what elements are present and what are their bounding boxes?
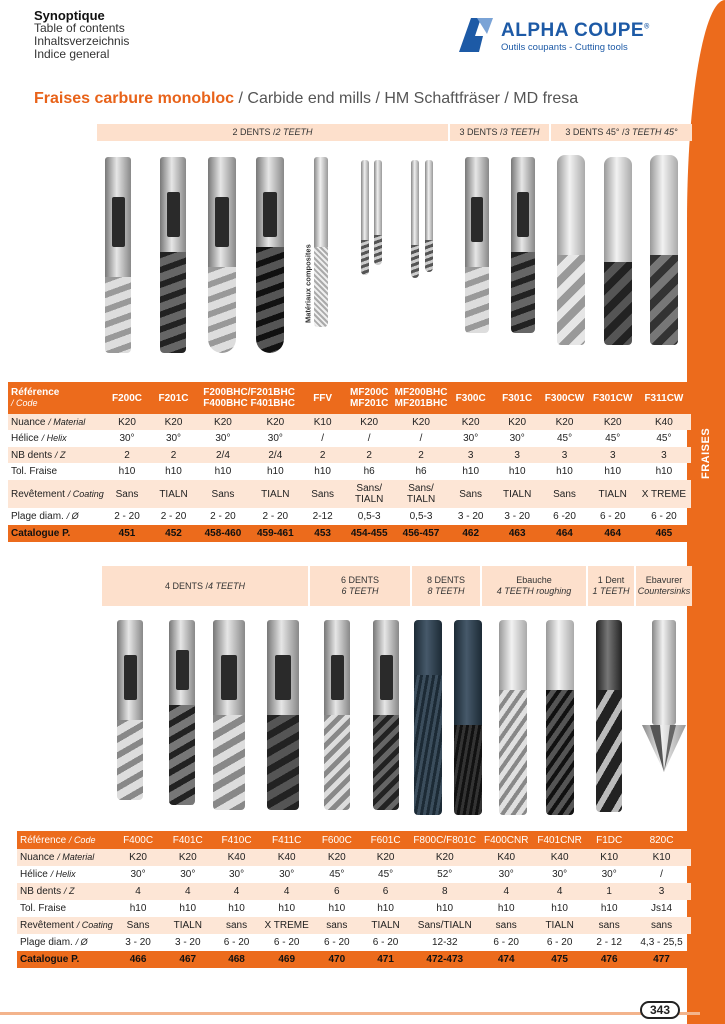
- cell: 4: [163, 883, 212, 900]
- table-row: [17, 831, 691, 849]
- cell: Sans/ TIALN: [344, 480, 395, 508]
- cell: 3: [632, 883, 691, 900]
- ref-cell: MF200BHC MF201BHC: [395, 382, 448, 414]
- cell: Sans: [447, 480, 494, 508]
- cell: 0,5-3: [357, 511, 381, 522]
- catalogue-page-link: 451: [104, 525, 151, 542]
- ref-cell: F301C: [494, 382, 541, 414]
- cell: X TREME: [637, 480, 691, 508]
- cell: 45°: [556, 433, 573, 444]
- band-4-teeth: 4 DENTS / 4 TEETH: [102, 566, 308, 606]
- cell: Sans/TIALN: [410, 917, 480, 934]
- cell: Sans: [113, 917, 164, 934]
- cell: h10: [655, 466, 673, 477]
- cell: K20: [410, 849, 480, 866]
- cell: 6 -20: [553, 511, 576, 522]
- table-row: [17, 849, 691, 866]
- cell: h10: [179, 903, 197, 914]
- page-number: 343: [640, 1001, 680, 1019]
- row-label-plage: Plage diam. / Ø: [11, 511, 79, 522]
- cell: K20: [249, 414, 301, 430]
- row-label-tol: Tol. Fraise: [20, 903, 67, 914]
- band-2-teeth: 2 DENTS / 2 TEETH: [97, 124, 448, 141]
- cell: K20: [150, 414, 197, 430]
- cell: K20: [494, 414, 541, 430]
- cell: TIALN: [361, 917, 410, 934]
- tool-image-mf200c-b: [374, 160, 382, 265]
- cell: 2 - 20: [160, 511, 187, 522]
- cell: K20: [197, 414, 249, 430]
- catalogue-page-link: 454-455: [344, 525, 395, 542]
- cell: K10: [586, 849, 632, 866]
- cell: 3 - 20: [457, 511, 484, 522]
- cell: Sans: [540, 480, 588, 508]
- row-label-nuance: Nuance / Material: [17, 849, 113, 866]
- ref-cell: F300C: [447, 382, 494, 414]
- cell: TIALN: [249, 480, 301, 508]
- cell: h10: [436, 903, 454, 914]
- cell: 2: [302, 447, 344, 463]
- catalogue-page-link: 470: [312, 951, 361, 968]
- ref-cell: F301CW: [589, 382, 637, 414]
- cell: sans: [480, 917, 533, 934]
- cell: 30°: [267, 433, 283, 444]
- cell: sans: [586, 917, 632, 934]
- catalogue-page-link: 467: [163, 951, 212, 968]
- cell: 3: [447, 447, 494, 463]
- cell: h10: [228, 903, 245, 914]
- catalogue-page-link: 477: [632, 951, 691, 968]
- table-row: [17, 866, 691, 883]
- cell: 52°: [437, 869, 453, 880]
- catalogue-page-link: 458-460: [197, 525, 249, 542]
- table-row: [8, 480, 691, 508]
- table-row: [8, 525, 691, 542]
- cell: 4: [212, 883, 261, 900]
- cell: Sans: [104, 480, 151, 508]
- cell: 30°: [463, 433, 479, 444]
- side-accent-band: [687, 0, 725, 1024]
- cell: K40: [637, 414, 691, 430]
- tool-image-f201bhc: [256, 157, 284, 353]
- row-label-helice: Hélice / Helix: [11, 433, 67, 444]
- tool-image-f301cw: [604, 157, 632, 345]
- cell: 6 - 20: [273, 937, 300, 948]
- catalogue-page-link: 462: [447, 525, 494, 542]
- cell: 6 - 20: [599, 511, 626, 522]
- table-row: [17, 951, 691, 968]
- tool-image-f311cw: [650, 155, 678, 345]
- tool-image-f200bhc: [208, 157, 236, 353]
- cell: K20: [361, 849, 410, 866]
- cell: 6: [361, 883, 410, 900]
- cell: K20: [104, 414, 151, 430]
- ref-cell: F201C: [150, 382, 197, 414]
- cell: K20: [447, 414, 494, 430]
- cell: Sans: [302, 480, 344, 508]
- table-row: [8, 447, 691, 463]
- cell: 6 - 20: [223, 937, 250, 948]
- table-row: [8, 463, 691, 480]
- cell: 3 - 20: [504, 511, 530, 522]
- ref-cell: F400CNR: [480, 831, 533, 849]
- ref-cell: F200BHC/F201BHC F400BHC F401BHC: [197, 382, 302, 414]
- catalogue-page-link: 465: [637, 525, 691, 542]
- tool-image-f410c: [213, 620, 245, 810]
- cell: 2 - 20: [114, 511, 140, 522]
- cell: 6 - 20: [651, 511, 677, 522]
- cell: 30°: [498, 869, 514, 880]
- tool-image-f301c: [511, 157, 535, 333]
- spec-table-bottom: [17, 831, 691, 968]
- cell: K20: [540, 414, 588, 430]
- tool-image-f1dc: [596, 620, 622, 812]
- table-row: [8, 414, 691, 430]
- cell: h10: [462, 466, 480, 477]
- cell: 3: [589, 447, 637, 463]
- section-title: Synoptique: [34, 8, 105, 23]
- catalogue-page-link: 469: [261, 951, 313, 968]
- catalogue-page-link: 456-457: [395, 525, 448, 542]
- cell: 6 - 20: [372, 937, 399, 948]
- cell: Js14: [650, 903, 673, 914]
- composite-materials-label: Matériaux composites: [303, 244, 313, 323]
- band-countersinks: Ebavurer Countersinks: [636, 566, 692, 606]
- catalogue-page-link: 476: [586, 951, 632, 968]
- row-label-revetement: Revêtement / Coating: [17, 917, 113, 934]
- tool-image-f800c: [414, 620, 442, 815]
- catalogue-page-link: 452: [150, 525, 197, 542]
- cell: 3 - 20: [174, 937, 201, 948]
- cell: 2/4: [249, 447, 301, 463]
- row-label-nuance: Nuance / Material: [8, 414, 104, 430]
- cell: K10: [302, 414, 344, 430]
- cell: sans: [212, 917, 261, 934]
- cell: K40: [261, 849, 313, 866]
- tool-image-f801c: [454, 620, 482, 815]
- cell: 12-32: [431, 937, 458, 948]
- tool-image-f600c: [324, 620, 350, 810]
- cell: 6: [312, 883, 361, 900]
- catalogue-page-link: 463: [494, 525, 541, 542]
- cell: 0,5-3: [409, 511, 433, 522]
- cell: Sans: [197, 480, 249, 508]
- cell: X TREME: [261, 917, 313, 934]
- tool-image-820c: [640, 620, 688, 780]
- band-1-tooth: 1 Dent 1 TEETH: [588, 566, 634, 606]
- cell: sans: [632, 917, 691, 934]
- catalogue-page-link: 468: [212, 951, 261, 968]
- table-row: [17, 917, 691, 934]
- table-row: [8, 382, 691, 414]
- cell: K20: [163, 849, 212, 866]
- cell: h10: [129, 903, 147, 914]
- cell: 4: [113, 883, 164, 900]
- subtitle-de: Inhaltsverzeichnis: [34, 34, 130, 48]
- row-label-nb-dents: NB dents / Z: [17, 883, 113, 900]
- cell: K40: [480, 849, 533, 866]
- cell: Sans/ TIALN: [395, 480, 448, 508]
- catalogue-page-link: 472-473: [410, 951, 480, 968]
- cell: TIALN: [163, 917, 212, 934]
- cell: h10: [377, 903, 394, 914]
- cell: h10: [165, 466, 182, 477]
- cell: h10: [551, 903, 568, 914]
- ref-cell: F601C: [361, 831, 410, 849]
- cell: K40: [533, 849, 586, 866]
- table-row: [17, 883, 691, 900]
- cell: 30°: [228, 869, 245, 880]
- cell: 2 - 20: [210, 511, 236, 522]
- catalogue-page-link: 471: [361, 951, 410, 968]
- ref-cell: F200C: [104, 382, 151, 414]
- cell: 30°: [509, 433, 525, 444]
- catalogue-page-link: 464: [589, 525, 637, 542]
- cell: K20: [395, 414, 448, 430]
- cell: 30°: [180, 869, 196, 880]
- cell: 2 - 20: [262, 511, 289, 522]
- catalogue-page-link: 466: [113, 951, 164, 968]
- band-roughing: Ebauche 4 TEETH roughing: [482, 566, 586, 606]
- ref-cell: F300CW: [540, 382, 588, 414]
- page-title: [34, 90, 578, 108]
- cell: 30°: [119, 433, 135, 444]
- cell: 8: [410, 883, 480, 900]
- tool-image-mf200bhc-a: [411, 160, 419, 278]
- cell: 30°: [601, 869, 617, 880]
- cell: h10: [508, 466, 526, 477]
- band-8-teeth: 8 DENTS 8 TEETH: [412, 566, 480, 606]
- tool-image-f411c: [267, 620, 299, 810]
- row-label-tol: Tol. Fraise: [11, 466, 58, 477]
- cell: 2-12: [312, 511, 333, 522]
- cell: 4: [533, 883, 586, 900]
- tool-image-f200c: [105, 157, 131, 353]
- ref-cell: F1DC: [586, 831, 632, 849]
- cell: K10: [632, 849, 691, 866]
- cell: h10: [266, 466, 284, 477]
- cell: 6 - 20: [546, 937, 573, 948]
- cell: 45°: [329, 869, 345, 880]
- cell: /: [367, 433, 371, 444]
- ref-cell: F401CNR: [533, 831, 586, 849]
- cell: 2: [150, 447, 197, 463]
- cell: K20: [344, 414, 395, 430]
- cell: 4: [261, 883, 313, 900]
- cell: h10: [214, 466, 232, 477]
- tool-image-f400c: [117, 620, 143, 800]
- cell: 30°: [279, 869, 295, 880]
- page-title-lead: Fraises carbure monobloc: [34, 90, 235, 107]
- cell: TIALN: [533, 917, 586, 934]
- row-label-plage: Plage diam. / Ø: [20, 937, 88, 948]
- footer-rule: [0, 1012, 700, 1015]
- tool-image-f201c: [160, 157, 186, 353]
- side-section-label: FRAISES: [700, 427, 712, 479]
- tool-image-f401cnr: [546, 620, 574, 815]
- cell: 2: [344, 447, 395, 463]
- catalogue-page-link: 475: [533, 951, 586, 968]
- cell: 45°: [605, 433, 621, 444]
- cell: h6: [363, 466, 375, 477]
- cell: K20: [312, 849, 361, 866]
- row-label-catalogue: Catalogue P.: [8, 525, 104, 542]
- ref-cell: FFV: [302, 382, 344, 414]
- cell: 30°: [130, 869, 146, 880]
- ref-cell: F400C: [113, 831, 164, 849]
- cell: h10: [328, 903, 346, 914]
- band-3-teeth: 3 DENTS / 3 TEETH: [450, 124, 549, 141]
- cell: 6 - 20: [493, 937, 519, 948]
- ref-cell: 820C: [632, 831, 691, 849]
- table-row: [17, 900, 691, 917]
- page-title-translations: / Carbide end mills / HM Schaftfräser / MD fresa: [234, 90, 579, 107]
- tool-image-f300cw: [557, 155, 585, 345]
- cell: K20: [589, 414, 637, 430]
- cell: K20: [113, 849, 164, 866]
- cell: 30°: [165, 433, 182, 444]
- tool-image-mf200bhc-b: [425, 160, 433, 272]
- cell: h10: [600, 903, 618, 914]
- cell: 4: [480, 883, 533, 900]
- brand-tagline: Outils coupants - Cutting tools: [501, 42, 628, 53]
- cell: /: [321, 433, 325, 444]
- cell: TIALN: [494, 480, 541, 508]
- tool-image-mf200c-a: [361, 160, 369, 275]
- cell: 1: [586, 883, 632, 900]
- tool-image-f401c: [169, 620, 195, 805]
- cell: 3: [494, 447, 541, 463]
- row-label-revetement: Revêtement / Coating: [8, 480, 104, 508]
- cell: 45°: [378, 869, 394, 880]
- ref-cell: F411C: [261, 831, 313, 849]
- toc-header: [34, 9, 129, 61]
- cell: 3: [637, 447, 691, 463]
- cell: h10: [118, 466, 136, 477]
- cell: 4,3 - 25,5: [640, 937, 683, 948]
- catalogue-page-link: 453: [302, 525, 344, 542]
- row-label-reference: Référence / Code: [17, 831, 113, 849]
- cell: 2: [395, 447, 448, 463]
- tool-image-f400cnr: [499, 620, 527, 815]
- table-row: [8, 430, 691, 447]
- cell: h6: [415, 466, 427, 477]
- subtitle-it: Indice general: [34, 47, 110, 61]
- catalogue-page-link: 464: [540, 525, 588, 542]
- ref-cell: F401C: [163, 831, 212, 849]
- tool-image-f601c: [373, 620, 399, 810]
- cell: K40: [212, 849, 261, 866]
- cell: 6 - 20: [324, 937, 350, 948]
- cell: 30°: [215, 433, 231, 444]
- cell: h10: [604, 466, 622, 477]
- row-label-reference: Référence / Code: [8, 382, 104, 414]
- cell: 3: [540, 447, 588, 463]
- cell: /: [419, 433, 423, 444]
- cell: /: [660, 869, 663, 880]
- ref-cell: F410C: [212, 831, 261, 849]
- catalogue-page-link: 474: [480, 951, 533, 968]
- ref-cell: F800C/F801C: [410, 831, 480, 849]
- subtitle-en: Table of contents: [34, 21, 125, 35]
- tool-image-f300c: [465, 157, 489, 333]
- cell: sans: [312, 917, 361, 934]
- band-3-teeth-45: 3 DENTS 45° / 3 TEETH 45°: [551, 124, 692, 141]
- cell: 3 - 20: [125, 937, 151, 948]
- cell: TIALN: [589, 480, 637, 508]
- cell: 2/4: [197, 447, 249, 463]
- cell: 2 - 12: [596, 937, 622, 948]
- cell: h10: [497, 903, 515, 914]
- cell: 2: [104, 447, 151, 463]
- row-label-nb-dents: NB dents / Z: [8, 447, 104, 463]
- band-6-teeth: 6 DENTS 6 TEETH: [310, 566, 410, 606]
- tool-image-ffv: [314, 157, 328, 327]
- cell: 45°: [656, 433, 672, 444]
- ref-cell: F600C: [312, 831, 361, 849]
- brand-logo: [457, 14, 667, 58]
- cell: 30°: [552, 869, 568, 880]
- cell: h10: [556, 466, 573, 477]
- table-row: [17, 934, 691, 951]
- ref-cell: F311CW: [637, 382, 691, 414]
- spec-table-top: [8, 382, 691, 542]
- table-row: [8, 508, 691, 525]
- row-label-helice: Hélice / Helix: [20, 869, 76, 880]
- cell: TIALN: [150, 480, 197, 508]
- catalogue-page-link: 459-461: [249, 525, 301, 542]
- ref-cell: MF200C MF201C: [344, 382, 395, 414]
- row-label-catalogue: Catalogue P.: [17, 951, 113, 968]
- cell: h10: [314, 466, 331, 477]
- cell: h10: [278, 903, 296, 914]
- brand-mark-icon: [457, 14, 495, 54]
- brand-name: ALPHA COUPE®: [501, 20, 650, 41]
